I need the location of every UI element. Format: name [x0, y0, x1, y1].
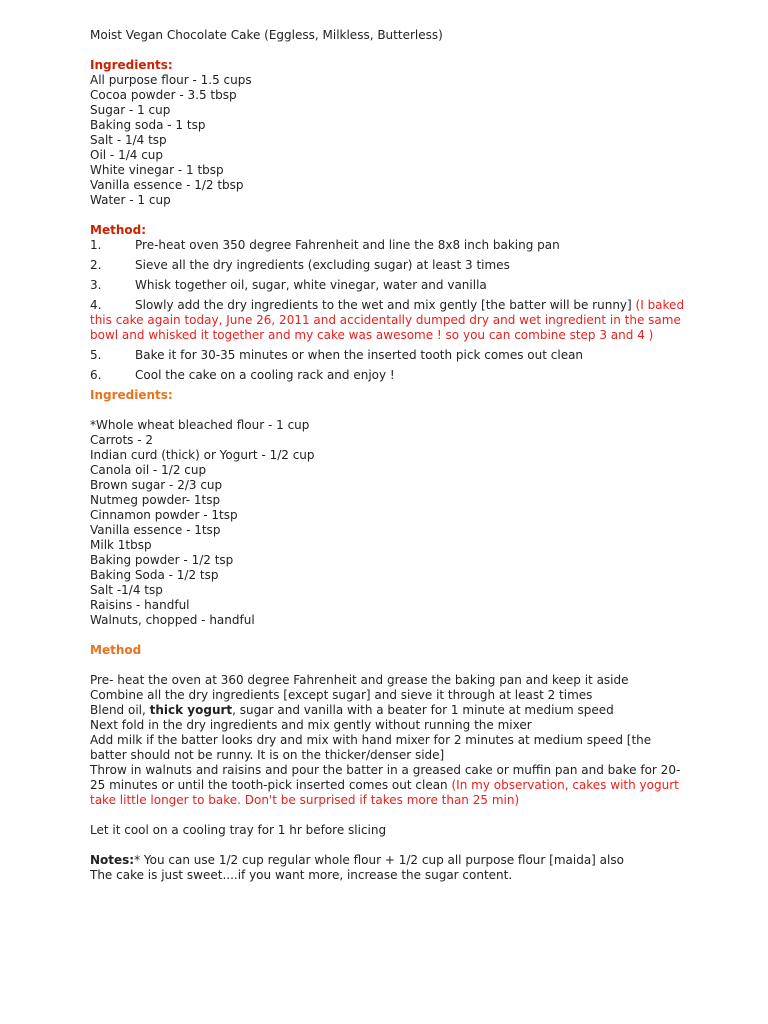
- ingredient-item: Baking powder - 1/2 tsp: [90, 553, 234, 567]
- ingredients-list-2: [90, 418, 690, 628]
- cooling-instruction: Let it cool on a cooling tray for 1 hr before slicing: [90, 823, 387, 837]
- ingredient-item: Salt - 1/4 tsp: [90, 133, 167, 147]
- ingredient-item: Milk 1tbsp: [90, 538, 152, 552]
- step-number: 5.: [90, 348, 102, 362]
- ingredients-heading-1: Ingredients:: [90, 58, 173, 72]
- method-line-bold: thick yogurt: [149, 703, 233, 717]
- step-text: Whisk together oil, sugar, white vinegar, water and vanilla: [135, 278, 487, 292]
- notes-line: The cake is just sweet....if you want more, increase the sugar content.: [90, 868, 513, 882]
- notes-label: Notes:: [90, 853, 135, 867]
- method-step: [90, 298, 690, 343]
- ingredient-item: Cinnamon powder - 1tsp: [90, 508, 238, 522]
- method-line: [90, 763, 690, 808]
- ingredient-item: Brown sugar - 2/3 cup: [90, 478, 223, 492]
- recipe-title: Moist Vegan Chocolate Cake (Eggless, Milkless, Butterless): [90, 28, 443, 42]
- ingredients-heading-2: Ingredients:: [90, 388, 173, 402]
- ingredient-item: Oil - 1/4 cup: [90, 148, 164, 162]
- method-line: Combine all the dry ingredients [except sugar] and sieve it through at least 2 times: [90, 688, 593, 702]
- step-number: 6.: [90, 368, 102, 382]
- notes-text: * You can use 1/2 cup regular whole flour + 1/2 cup all purpose flour [maida] also: [134, 853, 624, 867]
- method-line-post: , sugar and vanilla with a beater for 1 minute at medium speed: [232, 703, 614, 717]
- method-line-note: (In my observation, cakes with yogurt take little longer to bake. Don't be surprised if takes more than 25 min): [90, 778, 679, 807]
- method-paragraphs-2: [90, 673, 690, 808]
- notes-line: [90, 853, 690, 868]
- ingredient-item: Water - 1 cup: [90, 193, 171, 207]
- method-heading-2: Method: [90, 643, 142, 657]
- method-line: [90, 703, 690, 718]
- ingredient-item: White vinegar - 1 tbsp: [90, 163, 224, 177]
- ingredient-item: Walnuts, chopped - handful: [90, 613, 255, 627]
- ingredient-item: Vanilla essence - 1tsp: [90, 523, 221, 537]
- step-number: 2.: [90, 258, 102, 272]
- ingredient-item: Sugar - 1 cup: [90, 103, 171, 117]
- ingredient-item: Nutmeg powder- 1tsp: [90, 493, 221, 507]
- ingredient-item: Raisins - handful: [90, 598, 190, 612]
- ingredient-item: Carrots - 2: [90, 433, 154, 447]
- step-text: Sieve all the dry ingredients (excluding sugar) at least 3 times: [135, 258, 510, 272]
- method-line-text: Throw in walnuts and raisins and pour the batter in a greased cake or muffin pan and bake for 20-25 minutes or until the tooth-pick inserted comes out clean: [90, 763, 681, 792]
- ingredient-item: Cocoa powder - 3.5 tbsp: [90, 88, 237, 102]
- recipe-document: [90, 28, 690, 883]
- ingredient-item: Baking soda - 1 tsp: [90, 118, 206, 132]
- step-note: (I baked this cake again today, June 26, 2011 and accidentally dumped dry and wet ingredient in the same bowl and whisked it together and my cake was awesome ! so you can combine step 3 and 4 ): [90, 298, 685, 342]
- ingredient-item: *Whole wheat bleached flour - 1 cup: [90, 418, 310, 432]
- method-step: [90, 238, 690, 253]
- ingredient-item: Canola oil - 1/2 cup: [90, 463, 207, 477]
- method-heading-1: Method:: [90, 223, 146, 237]
- method-line: Add milk if the batter looks dry and mix with hand mixer for 2 minutes at medium speed [the batter should not be runny. It is on the thicker/denser side]: [90, 733, 652, 762]
- step-text: Bake it for 30-35 minutes or when the inserted tooth pick comes out clean: [135, 348, 584, 362]
- method-line: Next fold in the dry ingredients and mix gently without running the mixer: [90, 718, 532, 732]
- method-step: [90, 348, 690, 363]
- ingredients-list-1: [90, 73, 690, 208]
- method-line: Pre- heat the oven at 360 degree Fahrenheit and grease the baking pan and keep it aside: [90, 673, 629, 687]
- ingredient-item: Baking Soda - 1/2 tsp: [90, 568, 219, 582]
- step-number: 3.: [90, 278, 102, 292]
- method-line-pre: Blend oil,: [90, 703, 150, 717]
- step-text: Pre-heat oven 350 degree Fahrenheit and line the 8x8 inch baking pan: [135, 238, 560, 252]
- method-step: [90, 278, 690, 293]
- method-steps-1: [90, 238, 690, 383]
- step-text: Cool the cake on a cooling rack and enjoy !: [135, 368, 395, 382]
- notes-section: [90, 853, 690, 883]
- step-number: 1.: [90, 238, 102, 252]
- step-text: Slowly add the dry ingredients to the wet and mix gently [the batter will be runny]: [135, 298, 636, 312]
- method-step: [90, 258, 690, 273]
- ingredient-item: Salt -1/4 tsp: [90, 583, 163, 597]
- ingredient-item: Vanilla essence - 1/2 tbsp: [90, 178, 244, 192]
- ingredient-item: All purpose flour - 1.5 cups: [90, 73, 252, 87]
- method-step: [90, 368, 690, 383]
- ingredient-item: Indian curd (thick) or Yogurt - 1/2 cup: [90, 448, 315, 462]
- step-number: 4.: [90, 298, 102, 312]
